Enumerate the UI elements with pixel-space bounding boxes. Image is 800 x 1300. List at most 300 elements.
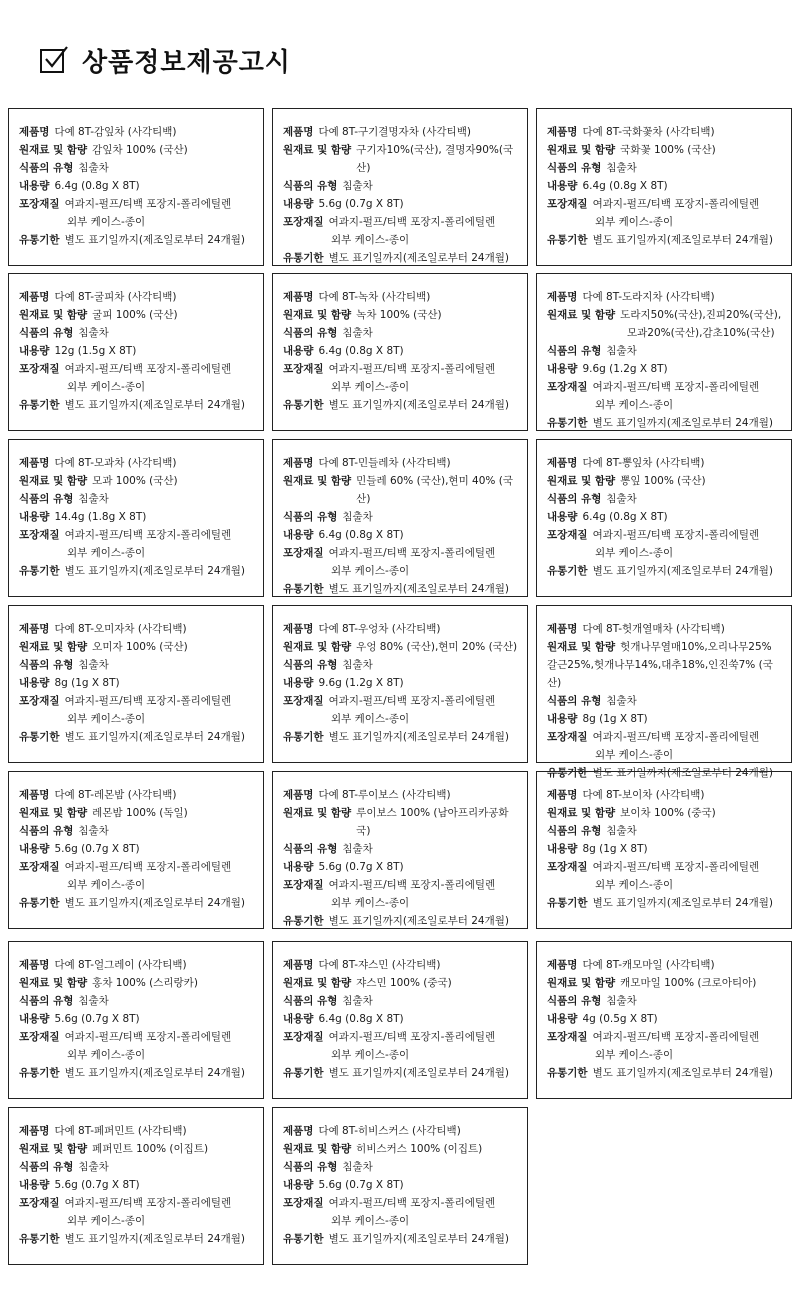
product-name-row: [547, 620, 785, 638]
expiry-value: 별도 표기일까지(제조일로부터 24개월): [64, 399, 245, 411]
packaging-value: 여과지-펄프/티백 포장지-폴리에틸렌: [64, 363, 232, 375]
product-name-row: [547, 288, 785, 306]
ingredients-label: 원재료 및 함량: [547, 144, 616, 156]
expiry-label: 유통기한: [283, 252, 324, 264]
product-info-card: [272, 605, 528, 763]
product-name-label: 제품명: [19, 789, 50, 801]
ingredients-row: [19, 804, 257, 822]
product-name-value: 다예 8T-국화꽃차 (사각티백): [582, 126, 715, 138]
ingredients-label: 원재료 및 함량: [283, 807, 352, 819]
volume-row: [19, 177, 257, 195]
expiry-value: 별도 표기일까지(제조일로부터 24개월): [64, 1067, 245, 1079]
packaging-value: 여과지-펄프/티백 포장지-폴리에틸렌: [328, 879, 496, 891]
expiry-label: 유통기한: [547, 417, 588, 429]
product-name-value: 다예 8T-구기결명자차 (사각티백): [318, 126, 471, 138]
volume-label: 내용량: [19, 180, 50, 192]
ingredients-row: [547, 638, 785, 656]
expiry-row: [19, 562, 257, 580]
product-name-value: 다예 8T-얼그레이 (사각티백): [54, 959, 187, 971]
ingredients-row: [547, 306, 785, 324]
expiry-row: [19, 728, 257, 746]
ingredients-row: [547, 141, 785, 159]
expiry-row: [547, 1064, 785, 1082]
expiry-row: [19, 1230, 257, 1248]
product-info-card: [272, 273, 528, 431]
product-name-label: 제품명: [547, 457, 578, 469]
volume-row: [283, 1176, 521, 1194]
packaging-value: 여과지-펄프/티백 포장지-폴리에틸렌: [64, 1031, 232, 1043]
volume-row: [19, 840, 257, 858]
expiry-value: 별도 표기일까지(제조일로부터 24개월): [64, 731, 245, 743]
product-info-card: [272, 941, 528, 1099]
ingredients-row: [283, 974, 521, 992]
product-name-label: 제품명: [283, 457, 314, 469]
product-name-label: 제품명: [283, 1125, 314, 1137]
ingredients-row: [19, 472, 257, 490]
product-name-row: [19, 956, 257, 974]
packaging-row: [547, 728, 785, 746]
ingredients-row: [283, 1140, 521, 1158]
ingredients-row: [547, 974, 785, 992]
product-info-card: [536, 439, 792, 597]
packaging-label: 포장재질: [19, 1031, 60, 1043]
volume-row: [283, 342, 521, 360]
product-name-row: [19, 620, 257, 638]
product-name-label: 제품명: [19, 126, 50, 138]
packaging-label: 포장재질: [547, 861, 588, 873]
packaging-value-2: 외부 케이스-종이: [331, 713, 410, 725]
packaging-continued: [283, 231, 521, 249]
packaging-value: 여과지-펄프/티백 포장지-폴리에틸렌: [64, 1197, 232, 1209]
volume-row: [283, 526, 521, 544]
volume-row: [283, 674, 521, 692]
packaging-value: 여과지-펄프/티백 포장지-폴리에틸렌: [328, 1197, 496, 1209]
expiry-label: 유통기한: [547, 565, 588, 577]
product-name-row: [547, 454, 785, 472]
product-name-row: [19, 1122, 257, 1140]
product-name-label: 제품명: [547, 623, 578, 635]
volume-value: 6.4g (0.8g X 8T): [318, 1013, 404, 1025]
product-info-card: [272, 439, 528, 597]
ingredients-value: 쟈스민 100% (중국): [356, 977, 452, 989]
volume-value: 5.6g (0.7g X 8T): [318, 861, 404, 873]
packaging-label: 포장재질: [283, 216, 324, 228]
packaging-value: 여과지-펄프/티백 포장지-폴리에틸렌: [64, 861, 232, 873]
volume-label: 내용량: [19, 511, 50, 523]
packaging-row: [283, 876, 521, 894]
packaging-label: 포장재질: [283, 1031, 324, 1043]
expiry-value: 별도 표기일까지(제조일로부터 24개월): [592, 767, 773, 779]
page-title: 상품정보제공고시: [82, 47, 291, 78]
product-name-value: 다예 8T-오미자차 (사각티백): [54, 623, 187, 635]
volume-value: 5.6g (0.7g X 8T): [318, 1179, 404, 1191]
packaging-label: 포장재질: [547, 198, 588, 210]
packaging-continued: [19, 213, 257, 231]
product-name-row: [19, 454, 257, 472]
volume-row: [283, 195, 521, 213]
food-type-label: 식품의 유형: [283, 180, 338, 192]
food-type-label: 식품의 유형: [19, 493, 74, 505]
product-name-label: 제품명: [19, 457, 50, 469]
volume-label: 내용량: [19, 1013, 50, 1025]
packaging-row: [547, 858, 785, 876]
ingredients-value: 레몬밤 100% (독일): [92, 807, 188, 819]
ingredients-value: 루이보스 100% (남아프리카공화국): [356, 807, 509, 837]
packaging-value-2: 외부 케이스-종이: [331, 897, 410, 909]
packaging-value: 여과지-펄프/티백 포장지-폴리에틸렌: [592, 861, 760, 873]
volume-row: [283, 858, 521, 876]
packaging-continued: [547, 396, 785, 414]
volume-value: 5.6g (0.7g X 8T): [54, 1013, 140, 1025]
product-info-card: [8, 108, 264, 266]
page-header: [38, 40, 291, 80]
food-type-row: [547, 159, 785, 177]
packaging-label: 포장재질: [19, 1197, 60, 1209]
packaging-value-2: 외부 케이스-종이: [595, 749, 674, 761]
food-type-row: [547, 822, 785, 840]
ingredients-value: 구기자10%(국산), 결명자90%(국산): [356, 144, 514, 174]
ingredients-value: 뽕잎 100% (국산): [620, 475, 706, 487]
volume-label: 내용량: [547, 363, 578, 375]
product-name-value: 다예 8T-보이차 (사각티백): [582, 789, 705, 801]
food-type-row: [283, 324, 521, 342]
packaging-row: [283, 544, 521, 562]
expiry-label: 유통기한: [19, 565, 60, 577]
volume-label: 내용량: [547, 180, 578, 192]
food-type-row: [19, 324, 257, 342]
packaging-value: 여과지-펄프/티백 포장지-폴리에틸렌: [328, 216, 496, 228]
expiry-row: [547, 894, 785, 912]
product-name-value: 다예 8T-굴피차 (사각티백): [54, 291, 177, 303]
ingredients-label: 원재료 및 함량: [283, 641, 352, 653]
volume-value: 8g (1g X 8T): [54, 677, 120, 689]
volume-label: 내용량: [19, 1179, 50, 1191]
product-info-card: [272, 108, 528, 266]
packaging-value-2: 외부 케이스-종이: [595, 1049, 674, 1061]
packaging-value-2: 외부 케이스-종이: [331, 565, 410, 577]
expiry-row: [19, 1064, 257, 1082]
packaging-value-2: 외부 케이스-종이: [331, 234, 410, 246]
product-info-card: [8, 273, 264, 431]
packaging-label: 포장재질: [283, 547, 324, 559]
product-name-row: [283, 786, 521, 804]
volume-value: 9.6g (1.2g X 8T): [582, 363, 668, 375]
ingredients-value: 보이차 100% (중국): [620, 807, 716, 819]
volume-value: 6.4g (0.8g X 8T): [54, 180, 140, 192]
product-name-value: 다예 8T-녹차 (사각티백): [318, 291, 431, 303]
expiry-row: [547, 562, 785, 580]
expiry-row: [283, 1230, 521, 1248]
product-name-label: 제품명: [19, 623, 50, 635]
packaging-row: [283, 213, 521, 231]
product-name-value: 다예 8T-히비스커스 (사각티백): [318, 1125, 461, 1137]
expiry-value: 별도 표기일까지(제조일로부터 24개월): [328, 399, 509, 411]
product-info-card: [536, 108, 792, 266]
expiry-value: 별도 표기일까지(제조일로부터 24개월): [328, 252, 509, 264]
ingredients-value: 오미자 100% (국산): [92, 641, 188, 653]
ingredients-label: 원재료 및 함량: [19, 144, 88, 156]
packaging-label: 포장재질: [547, 529, 588, 541]
packaging-continued: [547, 746, 785, 764]
volume-row: [547, 710, 785, 728]
volume-value: 6.4g (0.8g X 8T): [582, 511, 668, 523]
volume-value: 8g (1g X 8T): [582, 713, 648, 725]
volume-value: 6.4g (0.8g X 8T): [318, 529, 404, 541]
expiry-label: 유통기한: [283, 583, 324, 595]
volume-value: 5.6g (0.7g X 8T): [54, 843, 140, 855]
food-type-label: 식품의 유형: [547, 493, 602, 505]
product-name-row: [547, 956, 785, 974]
food-type-row: [19, 656, 257, 674]
expiry-label: 유통기한: [19, 234, 60, 246]
product-name-label: 제품명: [547, 126, 578, 138]
expiry-label: 유통기한: [19, 1233, 60, 1245]
ingredients-value: 감잎차 100% (국산): [92, 144, 188, 156]
packaging-continued: [19, 710, 257, 728]
packaging-continued: [547, 1046, 785, 1064]
product-name-row: [283, 1122, 521, 1140]
ingredients-row: [283, 306, 521, 324]
ingredients-continued: [547, 324, 785, 342]
volume-row: [283, 1010, 521, 1028]
volume-value: 5.6g (0.7g X 8T): [318, 198, 404, 210]
product-name-label: 제품명: [283, 126, 314, 138]
ingredients-row: [547, 472, 785, 490]
expiry-row: [283, 1064, 521, 1082]
food-type-value: 침출차: [78, 327, 109, 339]
product-name-label: 제품명: [19, 291, 50, 303]
volume-row: [19, 342, 257, 360]
food-type-row: [19, 490, 257, 508]
food-type-row: [283, 1158, 521, 1176]
volume-label: 내용량: [283, 529, 314, 541]
product-name-row: [547, 786, 785, 804]
packaging-label: 포장재질: [19, 363, 60, 375]
product-name-label: 제품명: [283, 291, 314, 303]
packaging-value: 여과지-펄프/티백 포장지-폴리에틸렌: [328, 695, 496, 707]
ingredients-label: 원재료 및 함량: [283, 144, 352, 156]
packaging-continued: [283, 1212, 521, 1230]
packaging-row: [19, 692, 257, 710]
packaging-continued: [19, 1212, 257, 1230]
volume-value: 12g (1.5g X 8T): [54, 345, 137, 357]
food-type-label: 식품의 유형: [19, 162, 74, 174]
product-name-row: [547, 123, 785, 141]
expiry-row: [283, 396, 521, 414]
product-info-card: [272, 1107, 528, 1265]
packaging-value: 여과지-펄프/티백 포장지-폴리에틸렌: [64, 695, 232, 707]
product-name-value: 다예 8T-레몬밤 (사각티백): [54, 789, 177, 801]
food-type-value: 침출차: [78, 493, 109, 505]
packaging-label: 포장재질: [19, 695, 60, 707]
ingredients-value: 페퍼민트 100% (이집트): [92, 1143, 209, 1155]
expiry-value: 별도 표기일까지(제조일로부터 24개월): [328, 915, 509, 927]
checkbox-check-icon: [38, 44, 70, 76]
product-name-label: 제품명: [283, 623, 314, 635]
packaging-value-2: 외부 케이스-종이: [67, 1215, 146, 1227]
packaging-continued: [19, 876, 257, 894]
food-type-value: 침출차: [606, 345, 637, 357]
expiry-label: 유통기한: [283, 399, 324, 411]
product-name-value: 다예 8T-민들레차 (사각티백): [318, 457, 451, 469]
food-type-label: 식품의 유형: [19, 327, 74, 339]
expiry-label: 유통기한: [547, 897, 588, 909]
food-type-label: 식품의 유형: [283, 327, 338, 339]
product-name-value: 다예 8T-헛개열매차 (사각티백): [582, 623, 725, 635]
product-name-row: [283, 454, 521, 472]
packaging-continued: [283, 562, 521, 580]
packaging-continued: [283, 710, 521, 728]
food-type-value: 침출차: [606, 162, 637, 174]
product-name-row: [19, 288, 257, 306]
food-type-label: 식품의 유형: [547, 995, 602, 1007]
volume-value: 9.6g (1.2g X 8T): [318, 677, 404, 689]
ingredients-value: 녹차 100% (국산): [356, 309, 442, 321]
expiry-value: 별도 표기일까지(제조일로부터 24개월): [64, 1233, 245, 1245]
food-type-row: [547, 992, 785, 1010]
product-info-card: [536, 941, 792, 1099]
volume-value: 6.4g (0.8g X 8T): [318, 345, 404, 357]
packaging-value: 여과지-펄프/티백 포장지-폴리에틸렌: [328, 547, 496, 559]
packaging-label: 포장재질: [19, 529, 60, 541]
product-name-value: 다예 8T-루이보스 (사각티백): [318, 789, 451, 801]
food-type-row: [283, 656, 521, 674]
expiry-row: [547, 231, 785, 249]
product-name-value: 다예 8T-감잎차 (사각티백): [54, 126, 177, 138]
food-type-row: [547, 342, 785, 360]
product-info-card: [8, 439, 264, 597]
packaging-row: [547, 526, 785, 544]
food-type-label: 식품의 유형: [283, 1161, 338, 1173]
ingredients-row: [19, 638, 257, 656]
food-type-row: [19, 992, 257, 1010]
food-type-label: 식품의 유형: [19, 825, 74, 837]
volume-value: 6.4g (0.8g X 8T): [582, 180, 668, 192]
expiry-row: [19, 231, 257, 249]
ingredients-label: 원재료 및 함량: [19, 807, 88, 819]
ingredients-row: [19, 141, 257, 159]
product-info-card: [536, 771, 792, 929]
packaging-value: 여과지-펄프/티백 포장지-폴리에틸렌: [592, 381, 760, 393]
packaging-row: [19, 858, 257, 876]
ingredients-label: 원재료 및 함량: [547, 807, 616, 819]
ingredients-label: 원재료 및 함량: [283, 475, 352, 487]
volume-value: 8g (1g X 8T): [582, 843, 648, 855]
volume-value: 5.6g (0.7g X 8T): [54, 1179, 140, 1191]
food-type-value: 침출차: [606, 695, 637, 707]
packaging-row: [547, 1028, 785, 1046]
packaging-row: [19, 195, 257, 213]
product-info-card: [536, 605, 792, 779]
food-type-value: 침출차: [606, 825, 637, 837]
expiry-row: [283, 249, 521, 267]
expiry-label: 유통기한: [19, 1067, 60, 1079]
food-type-label: 식품의 유형: [547, 345, 602, 357]
food-type-label: 식품의 유형: [547, 695, 602, 707]
food-type-row: [547, 692, 785, 710]
ingredients-value: 헛개나무열매10%,오리나무25%: [620, 641, 772, 653]
ingredients-row: [283, 141, 521, 177]
food-type-value: 침출차: [78, 825, 109, 837]
food-type-label: 식품의 유형: [19, 659, 74, 671]
packaging-continued: [547, 544, 785, 562]
ingredients-value: 캐모마일 100% (크로아티아): [620, 977, 757, 989]
volume-value: 14.4g (1.8g X 8T): [54, 511, 147, 523]
expiry-row: [19, 396, 257, 414]
ingredients-label: 원재료 및 함량: [547, 309, 616, 321]
packaging-value-2: 외부 케이스-종이: [67, 216, 146, 228]
volume-row: [547, 177, 785, 195]
food-type-label: 식품의 유형: [19, 995, 74, 1007]
volume-row: [547, 1010, 785, 1028]
ingredients-continued: [547, 656, 785, 692]
ingredients-label: 원재료 및 함량: [547, 475, 616, 487]
expiry-label: 유통기한: [283, 1067, 324, 1079]
packaging-label: 포장재질: [547, 1031, 588, 1043]
product-info-card: [8, 605, 264, 763]
volume-label: 내용량: [283, 861, 314, 873]
food-type-row: [19, 822, 257, 840]
expiry-label: 유통기한: [19, 897, 60, 909]
expiry-label: 유통기한: [283, 915, 324, 927]
product-info-card: [8, 771, 264, 929]
food-type-row: [283, 177, 521, 195]
ingredients-label: 원재료 및 함량: [19, 475, 88, 487]
ingredients-value-2: 갈근25%,헛개나무14%,대추18%,인진쑥7% (국산): [547, 659, 773, 689]
product-name-row: [283, 288, 521, 306]
packaging-row: [19, 1194, 257, 1212]
ingredients-value: 우엉 80% (국산),현미 20% (국산): [356, 641, 518, 653]
packaging-value: 여과지-펄프/티백 포장지-폴리에틸렌: [592, 529, 760, 541]
expiry-label: 유통기한: [283, 1233, 324, 1245]
expiry-value: 별도 표기일까지(제조일로부터 24개월): [64, 234, 245, 246]
ingredients-value-2: 모과20%(국산),감초10%(국산): [627, 327, 775, 339]
food-type-value: 침출차: [342, 327, 373, 339]
expiry-label: 유통기한: [547, 767, 588, 779]
product-name-row: [283, 620, 521, 638]
food-type-label: 식품의 유형: [283, 843, 338, 855]
packaging-value-2: 외부 케이스-종이: [595, 879, 674, 891]
volume-label: 내용량: [283, 345, 314, 357]
packaging-value: 여과지-펄프/티백 포장지-폴리에틸렌: [328, 1031, 496, 1043]
packaging-value: 여과지-펄프/티백 포장지-폴리에틸렌: [64, 529, 232, 541]
ingredients-row: [283, 804, 521, 840]
product-name-label: 제품명: [19, 1125, 50, 1137]
ingredients-label: 원재료 및 함량: [19, 1143, 88, 1155]
ingredients-label: 원재료 및 함량: [19, 977, 88, 989]
packaging-value-2: 외부 케이스-종이: [67, 1049, 146, 1061]
ingredients-row: [547, 804, 785, 822]
food-type-label: 식품의 유형: [283, 511, 338, 523]
expiry-label: 유통기한: [19, 399, 60, 411]
packaging-continued: [283, 378, 521, 396]
packaging-value-2: 외부 케이스-종이: [331, 1049, 410, 1061]
food-type-label: 식품의 유형: [547, 162, 602, 174]
product-name-label: 제품명: [283, 959, 314, 971]
ingredients-value: 히비스커스 100% (이집트): [356, 1143, 483, 1155]
ingredients-value: 민들레 60% (국산),현미 40% (국산): [356, 475, 513, 505]
product-name-label: 제품명: [547, 789, 578, 801]
packaging-value: 여과지-펄프/티백 포장지-폴리에틸렌: [64, 198, 232, 210]
packaging-label: 포장재질: [283, 695, 324, 707]
ingredients-row: [19, 1140, 257, 1158]
food-type-value: 침출차: [342, 1161, 373, 1173]
ingredients-label: 원재료 및 함량: [19, 641, 88, 653]
food-type-value: 침출차: [342, 995, 373, 1007]
expiry-row: [283, 728, 521, 746]
food-type-row: [283, 992, 521, 1010]
product-name-label: 제품명: [547, 291, 578, 303]
